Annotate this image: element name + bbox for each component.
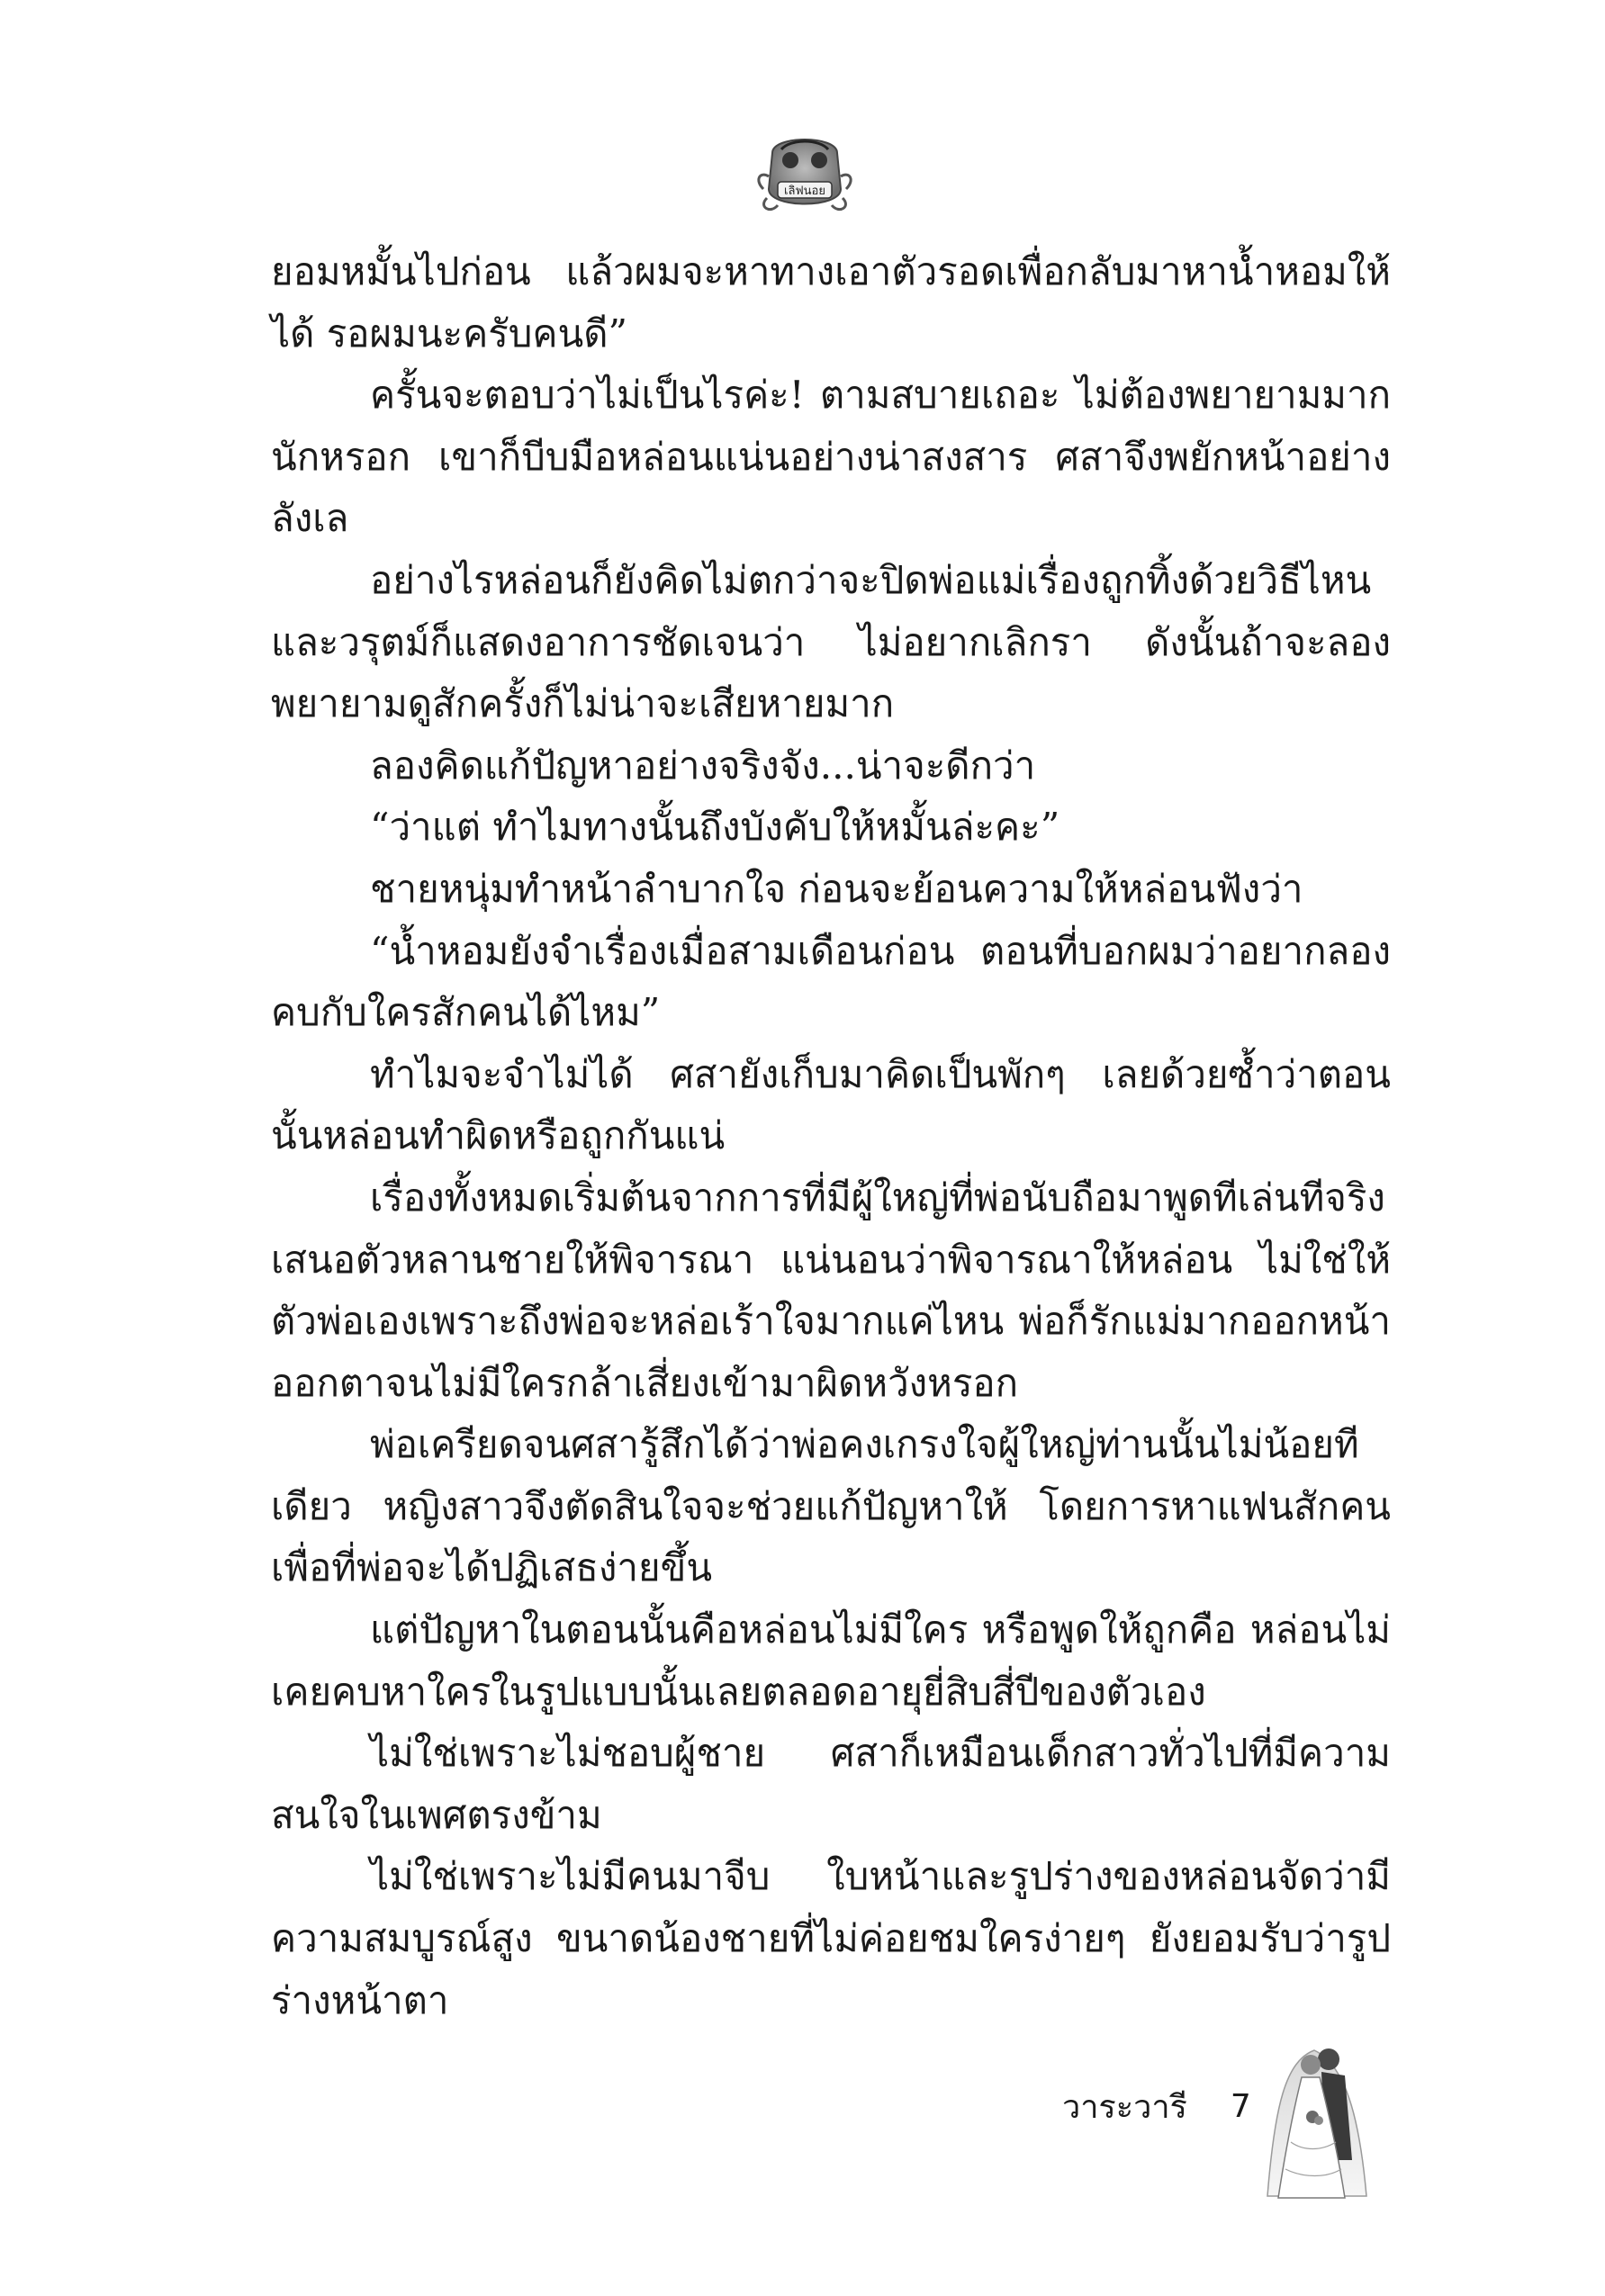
paragraph-6: ชายหนุ่มทำหน้าลำบากใจ ก่อนจะย้อนความให้หล่อนฟังว่า — [370, 866, 1303, 911]
paragraph-10: พ่อเครียดจนศสารู้สึกได้ว่าพ่อคงเกรงใจผู้ใหญ่ท่านนั้นไม่น้อยทีเดียว หญิงสาวจึงตัดสินใจจะช่วยแก้ปัญหาให้ โดยการหาแฟนสักคนเพื่อที่พ่อจะได้ปฏิเสธง่ายขึ้น — [271, 1422, 1391, 1590]
paragraph-9: เรื่องทั้งหมดเริ่มต้นจากการที่มีผู้ใหญ่ที่พ่อนับถือมาพูดทีเล่นทีจริงเสนอตัวหลานชายให้พิจารณา แน่นอนว่าพิจารณาให้หล่อน ไม่ใช่ให้ตัวพ่อเองเพราะถึงพ่อจะหล่อเร้าใจมากแค่ไหน พ่อก็รักแม่มากออกหน้าออกตาจนไม่มีใครกล้าเสี่ยงเข้ามาผิดหวังหรอก — [271, 1175, 1391, 1405]
book-title: วาระวารี — [1062, 2088, 1187, 2126]
paragraph-7: “น้ำหอมยังจำเรื่องเมื่อสามเดือนก่อน ตอนที่บอกผมว่าอยากลองคบกับใครสักคนได้ไหม” — [271, 928, 1391, 1035]
paragraph-4: ลองคิดแก้ปัญหาอย่างจริงจัง...น่าจะดีกว่า — [370, 743, 1036, 788]
bride-illustration — [1258, 2034, 1375, 2205]
paragraph-13: ไม่ใช่เพราะไม่มีคนมาจีบ ใบหน้าและรูปร่างของหล่อนจัดว่ามีความสมบูรณ์สูง ขนาดน้องชายที่ไม่ค่อยชมใครง่ายๆ ยังยอมรับว่ารูปร่างหน้าตา — [271, 1854, 1391, 2022]
page-number: 7 — [1230, 2087, 1251, 2125]
paragraph-3: อย่างไรหล่อนก็ยังคิดไม่ตกว่าจะปิดพ่อแม่เรื่องถูกทิ้งด้วยวิธีไหน และวรุตม์ก็แสดงอาการชัดเจนว่า ไม่อยากเลิกรา ดังนั้นถ้าจะลองพยายามดูสักครั้งก็ไม่น่าจะเสียหายมาก — [271, 557, 1391, 726]
body-text — [271, 241, 1391, 2031]
paragraph-5: “ว่าแต่ ทำไมทางนั้นถึงบังคับให้หมั้นล่ะคะ” — [370, 805, 1060, 850]
paragraph-8: ทำไมจะจำไม่ได้ ศสายังเก็บมาคิดเป็นพักๆ เลยด้วยซ้ำว่าตอนนั้นหล่อนทำผิดหรือถูกกันแน่ — [271, 1051, 1391, 1158]
logo-text: เลิฟนอย — [784, 185, 825, 198]
paragraph-2: ครั้นจะตอบว่าไม่เป็นไรค่ะ! ตามสบายเถอะ ไม่ต้องพยายามมากนักหรอก เขาก็บีบมือหล่อนแน่นอย่างน่าสงสาร ศสาจึงพยักหน้าอย่างลังเล — [271, 373, 1391, 541]
paragraph-11: แต่ปัญหาในตอนนั้นคือหล่อนไม่มีใคร หรือพูดให้ถูกคือ หล่อนไม่เคยคบหาใครในรูปแบบนั้นเลยตลอดอายุยี่สิบสี่ปีของตัวเอง — [271, 1607, 1391, 1714]
paragraph-12: ไม่ใช่เพราะไม่ชอบผู้ชาย ศสาก็เหมือนเด็กสาวทั่วไปที่มีความสนใจในเพศตรงข้าม — [271, 1731, 1391, 1837]
paragraph-1: ยอมหมั้นไปก่อน แล้วผมจะหาทางเอาตัวรอดเพื่อกลับมาหาน้ำหอมให้ได้ รอผมนะครับคนดี” — [271, 249, 1391, 356]
page-footer — [1062, 2079, 1251, 2133]
publisher-logo — [754, 126, 855, 220]
